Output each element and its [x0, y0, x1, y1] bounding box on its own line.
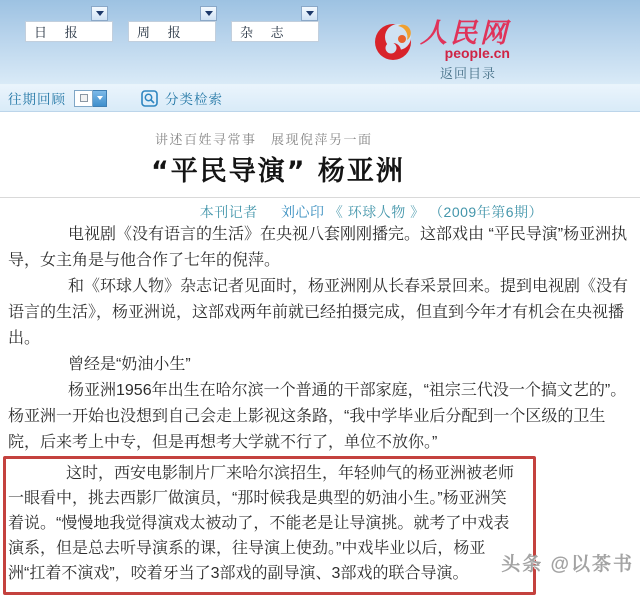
toutiao-watermark: 头条 @以茶书 — [501, 554, 634, 575]
red-highlight-box — [3, 456, 536, 595]
magazine-select-dropdown-button[interactable] — [301, 6, 318, 21]
title-divider — [0, 197, 640, 198]
magazine-select-label: 杂 志 — [240, 25, 291, 40]
logo-chinese-name: 人民网 — [420, 18, 510, 48]
chevron-down-icon — [306, 11, 314, 16]
daily-select-dropdown-button[interactable] — [91, 6, 108, 21]
page-header — [0, 0, 640, 84]
byline-magazine-link[interactable]: 《 环球人物 》 — [328, 204, 425, 220]
daily-select[interactable] — [25, 21, 113, 42]
paragraph: 和《环球人物》杂志记者见面时，杨亚洲刚从长春采景回来。提到电视剧《没有语言的生活》，杨亚洲说，这部戏两年前就已经拍摄完成，但直到今年才有机会在央视播出。 — [8, 278, 629, 347]
people-cn-swirl-icon — [372, 18, 416, 71]
section-subhead: 曾经是“奶油小生” — [68, 356, 191, 373]
archive-toolbar — [0, 84, 640, 112]
magazine-select[interactable] — [231, 21, 319, 42]
issue-date-picker[interactable] — [74, 90, 107, 107]
date-picker-icon — [74, 90, 93, 107]
article-byline — [0, 202, 543, 222]
logo-domain: people.cn — [444, 45, 510, 61]
weekly-select-dropdown-button[interactable] — [200, 6, 217, 21]
byline-author-link[interactable]: 刘心印 — [281, 204, 325, 220]
highlighted-paragraph: 这时，西安电影制片厂来哈尔滨招生，年轻帅气的杨亚洲被老师一眼看中，挑去西影厂做演员，“那时候我是典型的奶油小生。”杨亚洲笑着说。“慢慢地我觉得演戏太被动了，不能老是让导演挑。就考了中戏表演系，但是总去听导演系的课，往导演上使劲。”中戏毕业以后，杨亚洲“扛着不演戏”，咬着牙当了3部戏的副导演、3部戏的联合导演。 — [8, 465, 515, 582]
category-search-icon[interactable] — [141, 90, 158, 107]
date-picker-dropdown-button[interactable] — [93, 90, 107, 107]
weekly-select-label: 周 报 — [137, 25, 188, 40]
weekly-select[interactable] — [128, 21, 216, 42]
paragraph: 杨亚洲1956年出生在哈尔滨一个普通的干部家庭，“祖宗三代没一个搞文艺的”。杨亚洲一开始也没想到自己会走上影视这条路，“我中学毕业后分配到一个区级的卫生院，后来考上中专，但是再想考大学就不行了，单位不放你。” — [8, 382, 627, 451]
paragraph: 电视剧《没有语言的生活》在央视八套刚刚播完。这部戏由 “平民导演”杨亚洲执导，女主角是与他合作了七年的倪萍。 — [8, 226, 628, 269]
chevron-down-icon — [97, 96, 103, 100]
back-to-catalog-link[interactable]: 返回目录 — [440, 66, 497, 81]
category-search-label[interactable]: 分类检索 — [165, 92, 223, 107]
byline-issue: （2009年第6期） — [429, 204, 543, 220]
byline-label: 本刊记者 — [199, 204, 258, 220]
past-issues-label[interactable]: 往期回顾 — [8, 92, 66, 107]
daily-select-label: 日 报 — [34, 25, 85, 40]
chevron-down-icon — [96, 11, 104, 16]
article-body — [8, 222, 632, 595]
chevron-down-icon — [205, 11, 213, 16]
article-kicker: 讲述百姓寻常事 展现倪萍另一面 — [155, 132, 373, 147]
page-title: “平民导演” 杨亚洲 — [151, 156, 405, 187]
